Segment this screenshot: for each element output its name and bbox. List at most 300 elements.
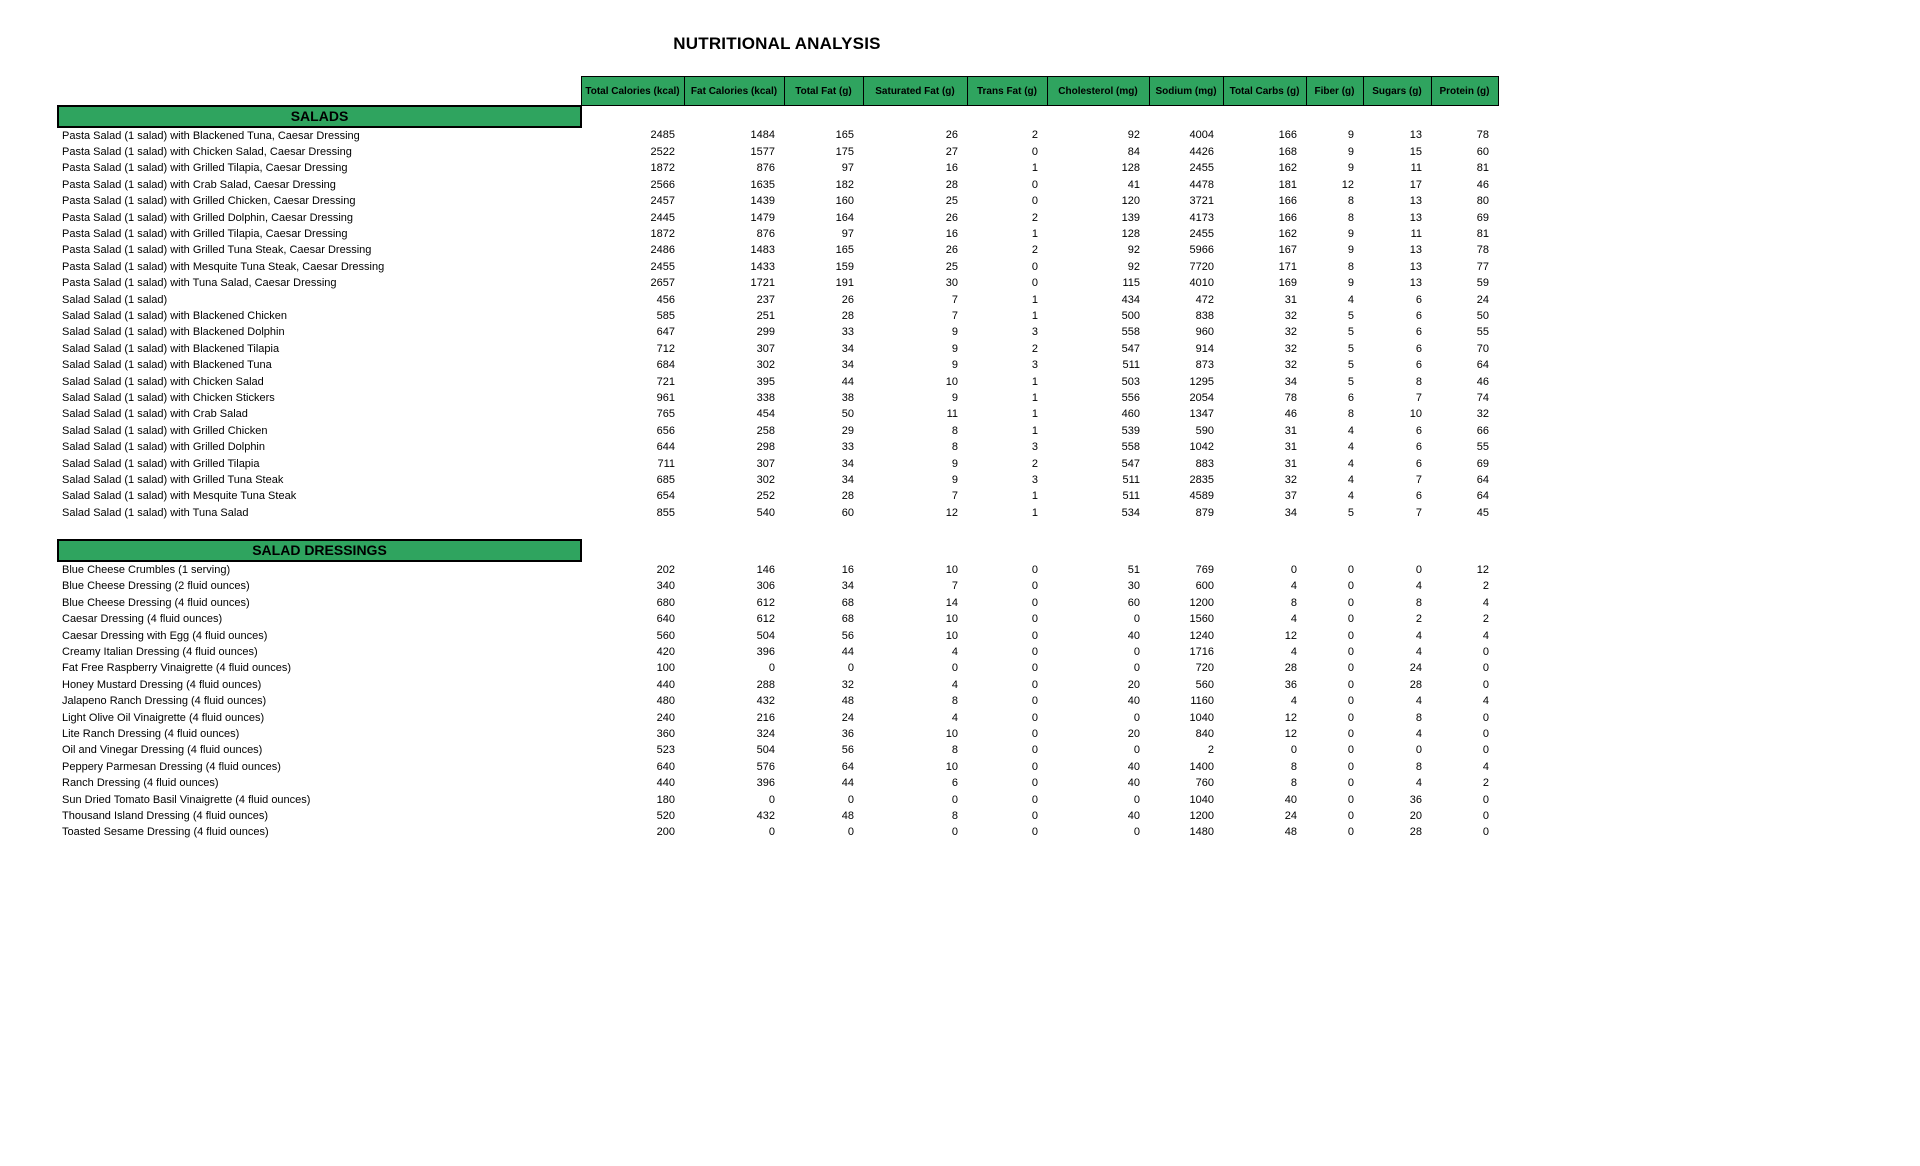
value-cell: 32 <box>1284 309 1297 322</box>
value-cell: 0 <box>1347 596 1354 609</box>
value-cell: 7 <box>951 490 958 503</box>
value-cell: 684 <box>656 359 675 372</box>
value-cell: 7 <box>1415 473 1422 486</box>
value-cell: 17 <box>1409 178 1422 191</box>
value-cell: 4 <box>1347 457 1354 470</box>
value-cell: 523 <box>656 744 675 757</box>
value-cell: 4 <box>1415 727 1422 740</box>
value-cell: 3 <box>1031 441 1038 454</box>
value-cell: 2457 <box>650 195 675 208</box>
value-cell: 12 <box>945 506 958 519</box>
value-cell: 4 <box>1290 580 1297 593</box>
value-cell: 3 <box>1031 473 1038 486</box>
table-row <box>58 472 1498 488</box>
value-cell: 2 <box>1031 342 1038 355</box>
value-cell: 146 <box>756 563 775 576</box>
value-cell: 12 <box>1284 711 1297 724</box>
value-cell: 10 <box>945 563 958 576</box>
section-header: SALAD DRESSINGS <box>58 540 581 561</box>
item-name: Creamy Italian Dressing (4 fluid ounces) <box>62 646 258 659</box>
value-cell: 11 <box>1410 162 1422 175</box>
value-cell: 504 <box>756 744 775 757</box>
value-cell: 720 <box>1195 662 1214 675</box>
table-row <box>58 677 1498 693</box>
value-cell: 914 <box>1195 342 1214 355</box>
value-cell: 166 <box>1278 195 1297 208</box>
value-cell: 8 <box>1415 711 1422 724</box>
item-name: Fat Free Raspberry Vinaigrette (4 fluid ounces) <box>62 662 292 675</box>
value-cell: 1433 <box>750 260 775 273</box>
table-row <box>58 209 1498 225</box>
table-row <box>58 423 1498 439</box>
value-cell: 34 <box>841 473 854 486</box>
value-cell: 69 <box>1476 457 1489 470</box>
value-cell: 2445 <box>650 211 675 224</box>
value-cell: 4 <box>1347 473 1354 486</box>
value-cell: 16 <box>945 162 958 175</box>
value-cell: 59 <box>1476 277 1489 290</box>
value-cell: 0 <box>951 662 958 675</box>
item-name: Sun Dried Tomato Basil Vinaigrette (4 fluid ounces) <box>62 793 311 806</box>
value-cell: 258 <box>756 424 775 437</box>
value-cell: 4 <box>951 711 958 724</box>
value-cell: 70 <box>1476 342 1489 355</box>
value-cell: 2 <box>1031 244 1038 257</box>
value-cell: 680 <box>656 596 675 609</box>
value-cell: 0 <box>1347 809 1354 822</box>
value-cell: 504 <box>756 629 775 642</box>
value-cell: 8 <box>951 695 958 708</box>
value-cell: 34 <box>1284 375 1297 388</box>
value-cell: 1040 <box>1189 711 1214 724</box>
value-cell: 556 <box>1121 391 1140 404</box>
value-cell: 576 <box>756 760 775 773</box>
page-title: NUTRITIONAL ANALYSIS <box>673 34 881 53</box>
value-cell: 0 <box>1482 744 1489 757</box>
value-cell: 0 <box>1347 662 1354 675</box>
value-cell: 647 <box>656 326 675 339</box>
value-cell: 503 <box>1121 375 1140 388</box>
value-cell: 0 <box>1290 744 1297 757</box>
table-row <box>58 759 1498 775</box>
value-cell: 128 <box>1121 228 1140 241</box>
value-cell: 1 <box>1031 162 1038 175</box>
item-name: Pasta Salad (1 salad) with Blackened Tuna, Caesar Dressing <box>62 129 360 142</box>
value-cell: 440 <box>656 777 675 790</box>
item-name: Pasta Salad (1 salad) with Crab Salad, Caesar Dressing <box>62 178 336 191</box>
value-cell: 165 <box>835 129 854 142</box>
value-cell: 0 <box>1031 629 1038 642</box>
value-cell: 2657 <box>650 277 675 290</box>
item-name: Salad Salad (1 salad) with Blackened Dolphin <box>62 326 285 339</box>
value-cell: 68 <box>841 596 854 609</box>
value-cell: 51 <box>1127 563 1140 576</box>
value-cell: 24 <box>1284 809 1297 822</box>
item-name: Salad Salad (1 salad) <box>62 293 168 306</box>
value-cell: 64 <box>1476 490 1489 503</box>
value-cell: 0 <box>847 662 854 675</box>
value-cell: 600 <box>1195 580 1214 593</box>
value-cell: 4 <box>1415 646 1422 659</box>
value-cell: 74 <box>1476 391 1489 404</box>
value-cell: 0 <box>1347 711 1354 724</box>
value-cell: 34 <box>841 580 854 593</box>
item-name: Light Olive Oil Vinaigrette (4 fluid ounces) <box>62 711 265 724</box>
value-cell: 30 <box>945 277 958 290</box>
value-cell: 460 <box>1121 408 1140 421</box>
table-row <box>58 144 1498 160</box>
table-row <box>58 226 1498 242</box>
value-cell: 520 <box>656 809 675 822</box>
value-cell: 240 <box>656 711 675 724</box>
value-cell: 4 <box>1482 629 1489 642</box>
table-row <box>58 390 1498 406</box>
value-cell: 162 <box>1278 162 1297 175</box>
value-cell: 40 <box>1127 629 1140 642</box>
table-row <box>58 193 1498 209</box>
value-cell: 873 <box>1195 359 1214 372</box>
value-cell: 2 <box>1031 457 1038 470</box>
value-cell: 9 <box>1347 244 1354 257</box>
value-cell: 4589 <box>1189 490 1214 503</box>
value-cell: 166 <box>1278 129 1297 142</box>
value-cell: 78 <box>1476 129 1489 142</box>
item-name: Pasta Salad (1 salad) with Grilled Tilapia, Caesar Dressing <box>62 162 348 175</box>
value-cell: 38 <box>841 391 854 404</box>
value-cell: 64 <box>1476 359 1489 372</box>
value-cell: 0 <box>1347 727 1354 740</box>
value-cell: 0 <box>1415 563 1422 576</box>
table-row <box>58 709 1498 725</box>
value-cell: 6 <box>1415 359 1422 372</box>
value-cell: 340 <box>656 580 675 593</box>
table-row <box>58 439 1498 455</box>
value-cell: 169 <box>1278 277 1297 290</box>
nutrition-table <box>57 76 1499 841</box>
value-cell: 44 <box>841 646 854 659</box>
item-name: Jalapeno Ranch Dressing (4 fluid ounces) <box>62 695 267 708</box>
value-cell: 11 <box>946 408 958 421</box>
value-cell: 1240 <box>1189 629 1214 642</box>
value-cell: 1577 <box>750 146 775 159</box>
value-cell: 9 <box>951 326 958 339</box>
value-cell: 5 <box>1347 506 1354 519</box>
value-cell: 120 <box>1121 195 1140 208</box>
item-name: Toasted Sesame Dressing (4 fluid ounces) <box>62 826 269 839</box>
table-row <box>58 324 1498 340</box>
value-cell: 0 <box>1347 580 1354 593</box>
table-row <box>58 693 1498 709</box>
value-cell: 1560 <box>1189 613 1214 626</box>
value-cell: 324 <box>756 727 775 740</box>
value-cell: 1160 <box>1190 695 1214 708</box>
value-cell: 2 <box>1031 129 1038 142</box>
value-cell: 9 <box>951 342 958 355</box>
value-cell: 432 <box>756 695 775 708</box>
value-cell: 1295 <box>1189 375 1214 388</box>
value-cell: 128 <box>1121 162 1140 175</box>
value-cell: 181 <box>1278 178 1297 191</box>
value-cell: 6 <box>1415 457 1422 470</box>
value-cell: 511 <box>1122 359 1140 372</box>
value-cell: 2835 <box>1189 473 1214 486</box>
value-cell: 454 <box>756 408 775 421</box>
value-cell: 182 <box>835 178 854 191</box>
value-cell: 1 <box>1031 391 1038 404</box>
value-cell: 0 <box>1133 613 1140 626</box>
column-header: Sodium (mg) <box>1149 77 1223 106</box>
value-cell: 191 <box>835 277 854 290</box>
value-cell: 8 <box>1347 211 1354 224</box>
value-cell: 0 <box>1347 777 1354 790</box>
value-cell: 456 <box>656 293 675 306</box>
value-cell: 0 <box>951 793 958 806</box>
value-cell: 6 <box>1347 391 1354 404</box>
value-cell: 200 <box>656 826 675 839</box>
value-cell: 97 <box>841 228 854 241</box>
item-name: Pasta Salad (1 salad) with Chicken Salad, Caesar Dressing <box>62 146 352 159</box>
value-cell: 4 <box>951 646 958 659</box>
table-row <box>58 627 1498 643</box>
value-cell: 12 <box>1284 629 1297 642</box>
value-cell: 115 <box>1122 277 1140 290</box>
value-cell: 24 <box>841 711 854 724</box>
value-cell: 0 <box>1031 760 1038 773</box>
item-name: Salad Salad (1 salad) with Crab Salad <box>62 408 248 421</box>
item-name: Blue Cheese Dressing (2 fluid ounces) <box>62 580 250 593</box>
value-cell: 540 <box>756 506 775 519</box>
value-cell: 1872 <box>650 228 675 241</box>
value-cell: 46 <box>1476 178 1489 191</box>
value-cell: 0 <box>1031 260 1038 273</box>
value-cell: 298 <box>756 441 775 454</box>
value-cell: 10 <box>1409 408 1422 421</box>
value-cell: 3 <box>1031 359 1038 372</box>
value-cell: 0 <box>1347 629 1354 642</box>
value-cell: 560 <box>1195 678 1214 691</box>
value-cell: 48 <box>841 695 854 708</box>
value-cell: 0 <box>1031 744 1038 757</box>
value-cell: 1721 <box>750 277 775 290</box>
value-cell: 28 <box>1284 662 1297 675</box>
item-name: Salad Salad (1 salad) with Blackened Tilapia <box>62 342 280 355</box>
value-cell: 1 <box>1031 506 1038 519</box>
value-cell: 0 <box>1031 727 1038 740</box>
value-cell: 69 <box>1476 211 1489 224</box>
value-cell: 612 <box>756 613 775 626</box>
value-cell: 2455 <box>650 260 675 273</box>
item-name: Pasta Salad (1 salad) with Grilled Tuna Steak, Caesar Dressing <box>62 244 372 257</box>
value-cell: 80 <box>1476 195 1489 208</box>
value-cell: 13 <box>1409 244 1422 257</box>
value-cell: 11 <box>1410 228 1422 241</box>
value-cell: 1042 <box>1189 441 1214 454</box>
value-cell: 4 <box>1290 646 1297 659</box>
table-row <box>58 455 1498 471</box>
value-cell: 4 <box>1415 580 1422 593</box>
table-row <box>58 127 1498 144</box>
value-cell: 534 <box>1121 506 1140 519</box>
value-cell: 0 <box>1031 613 1038 626</box>
value-cell: 2522 <box>650 146 675 159</box>
value-cell: 1347 <box>1189 408 1214 421</box>
value-cell: 24 <box>1409 662 1422 675</box>
value-cell: 0 <box>1031 646 1038 659</box>
value-cell: 48 <box>1284 826 1297 839</box>
value-cell: 100 <box>656 662 675 675</box>
value-cell: 8 <box>951 424 958 437</box>
table-row <box>58 242 1498 258</box>
column-header: Total Fat (g) <box>784 77 863 106</box>
table-row <box>58 808 1498 824</box>
value-cell: 9 <box>1347 277 1354 290</box>
value-cell: 307 <box>756 457 775 470</box>
value-cell: 64 <box>841 760 854 773</box>
value-cell: 9 <box>1347 162 1354 175</box>
value-cell: 640 <box>656 613 675 626</box>
value-cell: 4 <box>1482 596 1489 609</box>
value-cell: 10 <box>945 727 958 740</box>
value-cell: 432 <box>756 809 775 822</box>
table-row <box>58 275 1498 291</box>
value-cell: 654 <box>656 490 675 503</box>
value-cell: 166 <box>1278 211 1297 224</box>
value-cell: 27 <box>945 146 958 159</box>
value-cell: 840 <box>1195 727 1214 740</box>
value-cell: 0 <box>1347 695 1354 708</box>
value-cell: 0 <box>1031 277 1038 290</box>
value-cell: 472 <box>1195 293 1214 306</box>
item-name: Salad Salad (1 salad) with Chicken Stickers <box>62 391 275 404</box>
value-cell: 26 <box>945 129 958 142</box>
value-cell: 9 <box>951 359 958 372</box>
value-cell: 33 <box>841 326 854 339</box>
value-cell: 6 <box>1415 424 1422 437</box>
value-cell: 0 <box>1031 563 1038 576</box>
value-cell: 656 <box>656 424 675 437</box>
value-cell: 20 <box>1127 678 1140 691</box>
value-cell: 56 <box>841 629 854 642</box>
value-cell: 78 <box>1476 244 1489 257</box>
value-cell: 539 <box>1121 424 1140 437</box>
value-cell: 1 <box>1031 408 1038 421</box>
value-cell: 1 <box>1031 293 1038 306</box>
value-cell: 50 <box>841 408 854 421</box>
item-name: Salad Salad (1 salad) with Grilled Dolphin <box>62 441 265 454</box>
value-cell: 20 <box>1409 809 1422 822</box>
value-cell: 4 <box>1347 293 1354 306</box>
value-cell: 28 <box>841 490 854 503</box>
value-cell: 4 <box>1415 695 1422 708</box>
value-cell: 8 <box>1290 596 1297 609</box>
value-cell: 251 <box>756 309 775 322</box>
value-cell: 5966 <box>1189 244 1214 257</box>
value-cell: 77 <box>1476 260 1489 273</box>
value-cell: 590 <box>1195 424 1214 437</box>
item-name: Salad Salad (1 salad) with Chicken Salad <box>62 375 264 388</box>
value-cell: 769 <box>1195 563 1214 576</box>
value-cell: 46 <box>1476 375 1489 388</box>
value-cell: 34 <box>1284 506 1297 519</box>
value-cell: 216 <box>756 711 775 724</box>
value-cell: 876 <box>756 228 775 241</box>
value-cell: 164 <box>835 211 854 224</box>
value-cell: 4 <box>1347 441 1354 454</box>
value-cell: 12 <box>1284 727 1297 740</box>
value-cell: 879 <box>1195 506 1214 519</box>
value-cell: 81 <box>1476 162 1489 175</box>
value-cell: 30 <box>1127 580 1140 593</box>
table-row <box>58 406 1498 422</box>
item-name: Pasta Salad (1 salad) with Mesquite Tuna Steak, Caesar Dressing <box>62 260 385 273</box>
value-cell: 1479 <box>750 211 775 224</box>
value-cell: 8 <box>951 744 958 757</box>
value-cell: 0 <box>1347 613 1354 626</box>
value-cell: 48 <box>841 809 854 822</box>
table-row <box>58 561 1498 578</box>
value-cell: 36 <box>1284 678 1297 691</box>
table-row <box>58 660 1498 676</box>
value-cell: 12 <box>1476 563 1489 576</box>
value-cell: 44 <box>841 375 854 388</box>
value-cell: 511 <box>1122 490 1140 503</box>
table-row <box>58 160 1498 176</box>
value-cell: 0 <box>1133 744 1140 757</box>
value-cell: 685 <box>656 473 675 486</box>
value-cell: 32 <box>841 678 854 691</box>
value-cell: 2 <box>1482 580 1489 593</box>
value-cell: 159 <box>835 260 854 273</box>
value-cell: 2 <box>1031 211 1038 224</box>
value-cell: 13 <box>1409 195 1422 208</box>
value-cell: 0 <box>951 826 958 839</box>
value-cell: 97 <box>841 162 854 175</box>
value-cell: 14 <box>945 596 958 609</box>
value-cell: 40 <box>1127 695 1140 708</box>
value-cell: 3721 <box>1189 195 1214 208</box>
item-name: Pasta Salad (1 salad) with Grilled Tilapia, Caesar Dressing <box>62 228 348 241</box>
item-name: Peppery Parmesan Dressing (4 fluid ounces) <box>62 760 281 773</box>
value-cell: 13 <box>1409 277 1422 290</box>
value-cell: 6 <box>1415 441 1422 454</box>
value-cell: 55 <box>1476 441 1489 454</box>
value-cell: 7 <box>1415 391 1422 404</box>
value-cell: 16 <box>945 228 958 241</box>
value-cell: 252 <box>756 490 775 503</box>
name-column-header <box>58 77 581 106</box>
value-cell: 547 <box>1121 342 1140 355</box>
value-cell: 2455 <box>1189 228 1214 241</box>
value-cell: 4 <box>1290 695 1297 708</box>
value-cell: 1 <box>1031 490 1038 503</box>
value-cell: 31 <box>1284 441 1297 454</box>
value-cell: 13 <box>1409 211 1422 224</box>
value-cell: 162 <box>1278 228 1297 241</box>
value-cell: 2054 <box>1189 391 1214 404</box>
value-cell: 2 <box>1415 613 1422 626</box>
value-cell: 1480 <box>1189 826 1214 839</box>
value-cell: 558 <box>1121 326 1140 339</box>
table-row <box>58 644 1498 660</box>
value-cell: 0 <box>1347 826 1354 839</box>
section-header-row <box>58 106 1498 127</box>
value-cell: 0 <box>1031 695 1038 708</box>
item-name: Caesar Dressing with Egg (4 fluid ounces) <box>62 629 268 642</box>
value-cell: 1400 <box>1189 760 1214 773</box>
column-header: Total Carbs (g) <box>1223 77 1306 106</box>
value-cell: 612 <box>756 596 775 609</box>
value-cell: 6 <box>951 777 958 790</box>
